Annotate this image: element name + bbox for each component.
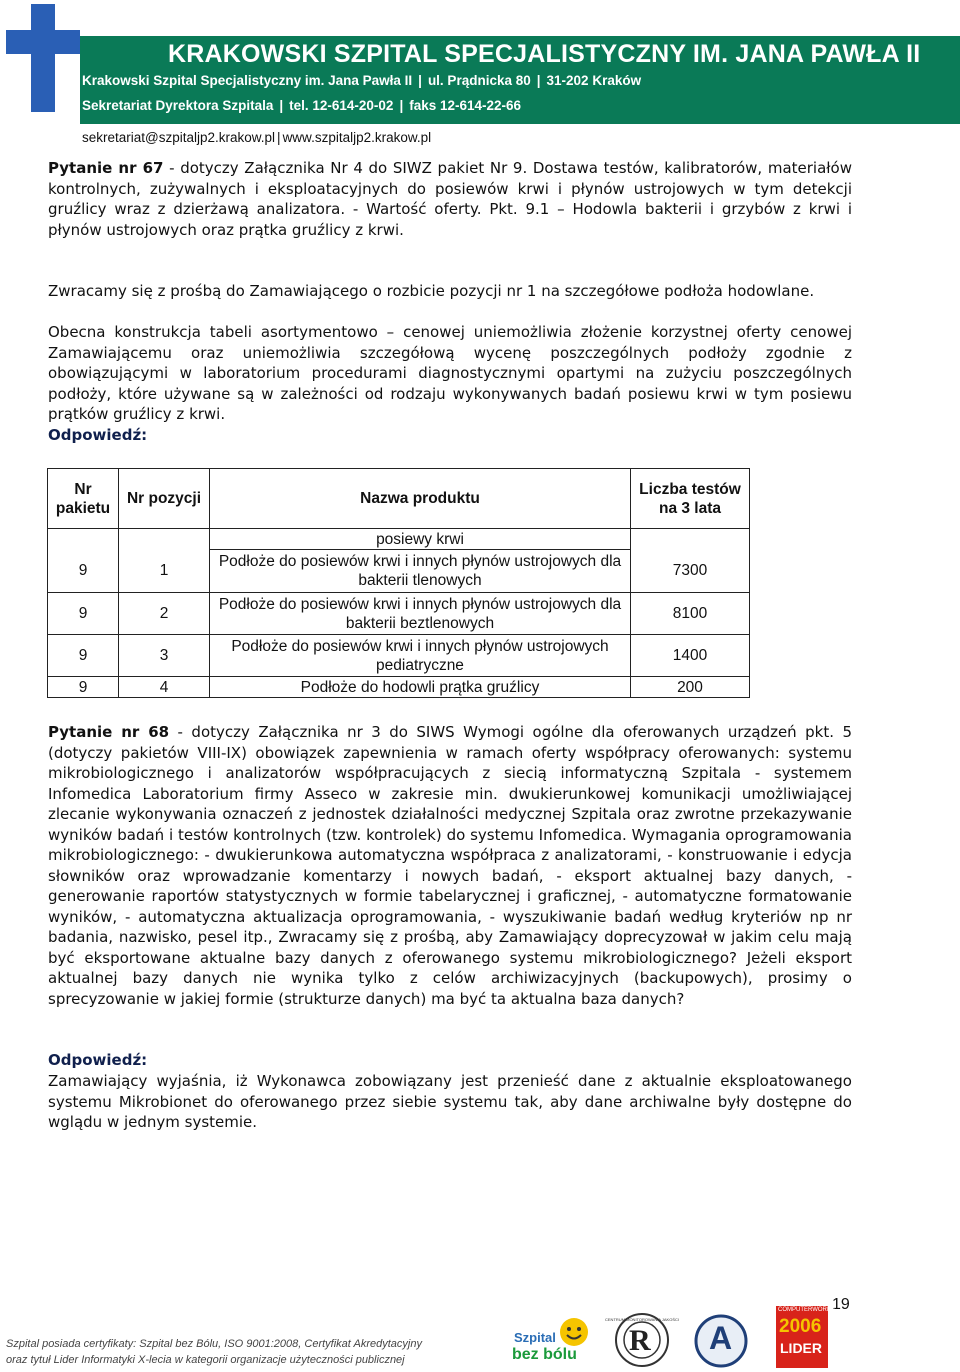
cell-count: 7300 [631, 550, 750, 593]
address-street: ul. Prądnicka 80 [427, 73, 531, 88]
question-68-label: Pytanie nr 68 [48, 723, 170, 741]
cell-count: 200 [631, 677, 750, 698]
question-68-answer-label [48, 1050, 852, 1071]
section-label: posiewy krwi [210, 529, 631, 550]
hospital-cross-logo [6, 4, 80, 112]
address-city: 31-202 Kraków [546, 73, 642, 88]
header-nr-pakietu: Nr pakietu [48, 469, 119, 529]
table-row [48, 677, 750, 698]
page-number: 19 [832, 1296, 850, 1313]
question-67-label: Pytanie nr 67 [48, 159, 164, 177]
cell-pakiet: 9 [48, 635, 119, 677]
answer-label: Odpowiedź: [48, 1051, 148, 1069]
certifications-text [6, 1336, 422, 1368]
table-row [48, 635, 750, 677]
cell-count: 1400 [631, 635, 750, 677]
cell-count: 8100 [631, 593, 750, 635]
table-row [48, 593, 750, 635]
cert-line-2: oraz tytuł Lider Informatyki X-lecia w kategorii organizacje użyteczności publicznej [6, 1354, 405, 1366]
cert-line-1: Szpital posiada certyfikaty: Szpital bez Bólu, ISO 9001:2008, Certyfikat Akredytacyjny [6, 1338, 422, 1350]
header-liczba-testow: Liczba testów na 3 lata [631, 469, 750, 529]
cell-pozycja: 2 [119, 593, 210, 635]
question-67-request: Zwracamy się z prośbą do Zamawiającego o rozbicie pozycji nr 1 na szczegółowe podłoża hodowlane. [48, 282, 815, 300]
address-name: Krakowski Szpital Specjalistyczny im. Jana Pawła II [82, 73, 413, 88]
cell-pakiet: 9 [48, 550, 119, 593]
table-section-row [48, 529, 750, 550]
question-68 [48, 722, 852, 1009]
cell-name: Podłoże do posiewów krwi i innych płynów ustrojowych pediatryczne [210, 635, 631, 677]
lider-top-text: COMPUTERWORLD [778, 1307, 835, 1313]
table-header-row [48, 469, 750, 529]
question-67-explanation: Obecna konstrukcja tabeli asortymentowo – cenowej uniemożliwia złożenie korzystnej oferty cenowej Zamawiającemu oraz uniemożliwia szczegółową wycenę poszczególnych podłoży zgodnie z obowiązującymi w laboratorium procedurami diagnostycznymi opartymi na zużyciu poszczególnych podłoży, które używane są w zależności od rodzaju wykonywanych badań posiewu krwi w tym posiewu prątków gruźlicy z krwi. [48, 323, 852, 423]
logo-r-letter: R [629, 1324, 651, 1357]
aq-logo [694, 1314, 748, 1368]
question-67 [48, 158, 852, 240]
cell-pozycja: 3 [119, 635, 210, 677]
cert-ring-text: CENTRUM MONITOROWANIA JAKOŚCI [604, 1317, 680, 1322]
contact-office: Sekretariat Dyrektora Szpitala [82, 98, 274, 113]
lider-year: 2006 [779, 1316, 822, 1337]
answer-label: Odpowiedź: [48, 426, 148, 444]
question-68-text: - dotyczy Załącznika nr 3 do SIWS Wymogi ogólne dla oferowanych urządzeń pkt. 5 (dotyczy pakietów VIII-IX) obowiązek zapewnienia w ramach oferty współpracy oferowanych: systemu mikrobiologicznego i analizatorów współpracujących z siecią informatyczną Szpitala - systemem Infomedica Laboratorium firmy Asseco w zakresie min. dwukierunkowej komunikacji umożliwiającej zlecanie wykonywania oznaczeń z jednostek działalności medycznej Szpitala oraz zwrotne przekazywanie wyników badań i testów kontrolnych (tzw. kontrolek) do systemu Infomedica. Wymagania oprogramowania mikrobiologicznego: - dwukierunkowa automatyczna współpraca z analizatorami, - konstruowanie i edycja słowników oraz wprowadzanie komentarzy i nowych badań, - eksport aktualnej bazy danych, - generowanie raportów statystycznych w formie tabelarycznej i graficznej, - automatyczne formatowanie wyników, - automatyczna aktualizacja oprogramowania, - wyszukiwanie badań według kryteriów np nr badania, nazwisko, pesel itp., Zwracamy się z prośbą, aby Zamawiający doprecyzował w jakim celu mają być eksportowane aktualne bazy danych z oferowanego systemu mikrobiologicznego? Jeżeli eksport aktualnej bazy danych nie wynika tylko z celów archiwizacyjnych (backupowych), prosimy o sprecyzowanie w jakiej formie (strukturze danych) ma być ta aktualna baza danych? [48, 723, 852, 1008]
header-address: Krakowski Szpital Specjalistyczny im. Jana Pawła II | ul. Prądnicka 80 | 31-202 Kraków [82, 73, 642, 88]
header-contact: Sekretariat Dyrektora Szpitala | tel. 12-614-20-02 | faks 12-614-22-66 [82, 98, 522, 113]
contact-fax: faks 12-614-22-66 [409, 98, 522, 113]
lider-2006-logo [776, 1306, 835, 1368]
cell-pakiet: 9 [48, 593, 119, 635]
logo-bez-bolu-line1: Szpital [514, 1330, 556, 1345]
certification-r-logo [604, 1312, 680, 1368]
cell-pozycja: 4 [119, 677, 210, 698]
email-link[interactable]: sekretariat@szpitaljp2.krakow.pl [82, 130, 276, 145]
cell-pozycja: 1 [119, 550, 210, 593]
header-nr-pozycji: Nr pozycji [119, 469, 210, 529]
contact-phone: tel. 12-614-20-02 [289, 98, 394, 113]
hospital-name: KRAKOWSKI SZPITAL SPECJALISTYCZNY IM. JANA PAWŁA II [168, 40, 921, 68]
logo-aq-letter: A [709, 1320, 733, 1356]
product-table [47, 468, 750, 698]
cell-name: Podłoże do posiewów krwi i innych płynów ustrojowych dla bakterii tlenowych [210, 550, 631, 593]
question-67-text: - dotyczy Załącznika Nr 4 do SIWZ pakiet Nr 9. Dostawa testów, kalibratorów, materiałów kontrolnych, zużywalnych i eksploatacyjnych do posiewów krwi i płynów ustrojowych w tym detekcji gruźlicy wraz z dzierżawą analizatora. - Wartość oferty. Pkt. 9.1 – Hodowla bakterii i grzybów z krwi i płynów ustrojowych oraz prątka gruźlicy z krwi. [48, 159, 852, 239]
header-web: sekretariat@szpitaljp2.krakow.pl | www.szpitaljp2.krakow.pl [82, 130, 432, 145]
website-link[interactable]: www.szpitaljp2.krakow.pl [282, 130, 432, 145]
cell-name: Podłoże do posiewów krwi i innych płynów ustrojowych dla bakterii beztlenowych [210, 593, 631, 635]
cell-name: Podłoże do hodowli prątka gruźlicy [210, 677, 631, 698]
header-nazwa-produktu: Nazwa produktu [210, 469, 631, 529]
cell-pakiet: 9 [48, 677, 119, 698]
question-68-answer: Zamawiający wyjaśnia, iż Wykonawca zobowiązany jest przenieść dane z aktualnie eksploatowanego systemu Mikrobionet do oferowanego przez siebie systemu tak, aby dane archiwalne były dostępne do wglądu w jednym systemie. [48, 1072, 852, 1131]
table-row [48, 550, 750, 593]
question-67-answer-label [48, 425, 852, 446]
logo-bez-bolu-line2: bez bólu [512, 1346, 577, 1363]
lider-word: LIDER [780, 1340, 822, 1356]
szpital-bez-bolu-logo [512, 1312, 594, 1368]
